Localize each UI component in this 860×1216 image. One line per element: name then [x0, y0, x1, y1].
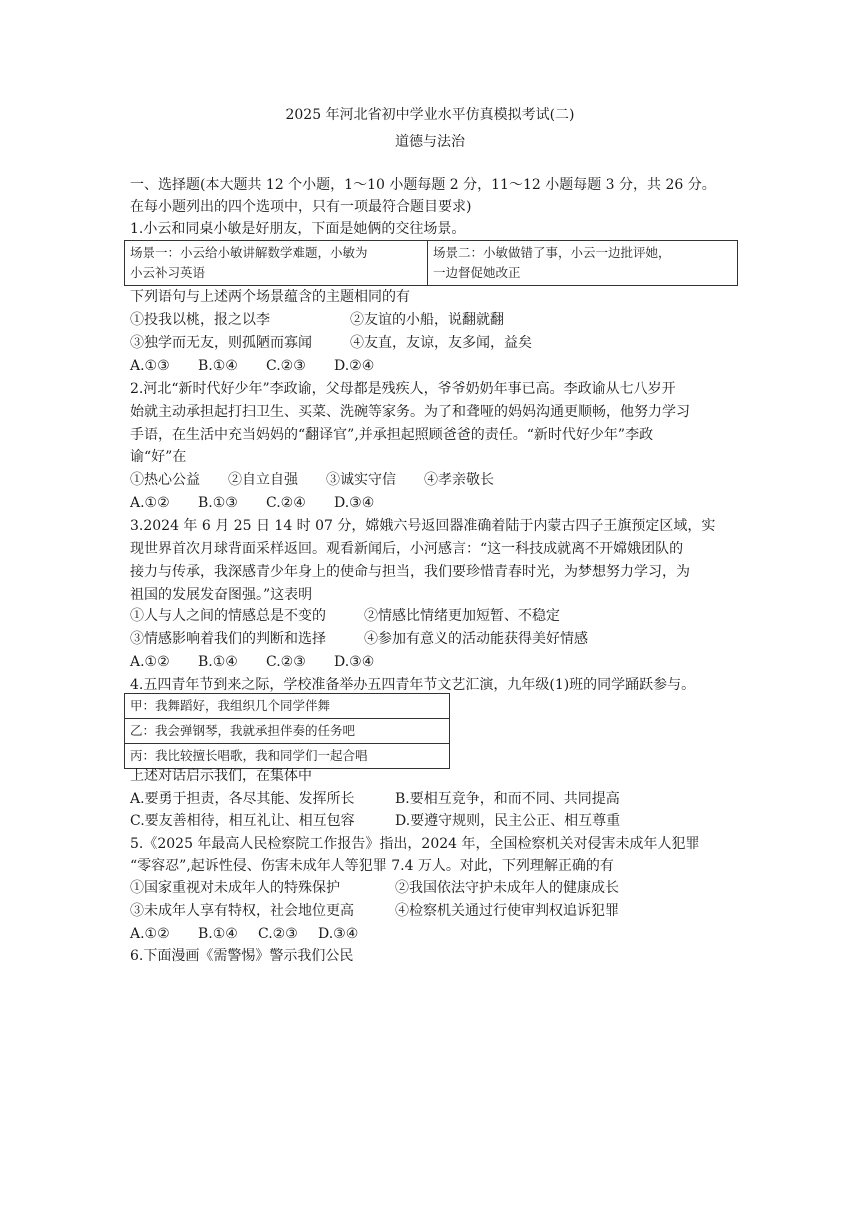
q1-scene1-line1: 场景一：小云给小敏讲解数学难题，小敏为 — [130, 245, 368, 260]
q1-prompt: 下列语句与上述两个场景蕴含的主题相同的有 — [130, 289, 410, 305]
q4-dialogue-3: 丙：我比较擅长唱歌，我和同学们一起合唱 — [125, 744, 450, 769]
q5-option-c: C.②③ — [258, 926, 298, 942]
q6-stem: 6.下面漫画《需警惕》警示我们公民 — [130, 948, 354, 964]
q5-statement-3: ③未成年人享有特权，社会地位更高 — [130, 903, 354, 919]
q4-dialogue-table — [124, 693, 450, 769]
q3-statement-3: ③情感影响着我们的判断和选择 — [130, 631, 326, 647]
q1-stem: 1.小云和同桌小敏是好朋友，下面是她俩的交往场景。 — [130, 221, 466, 237]
q5-line1: 5.《2025 年最高人民检察院工作报告》指出，2024 年，全国检察机关对侵害未成年人犯罪 — [130, 836, 700, 852]
section-instruction-line2: 在每小题列出的四个选项中，只有一项最符合题目要求) — [130, 199, 472, 215]
q4-stem: 4.五四青年节到来之际，学校准备举办五四青年节文艺汇演，九年级(1)班的同学踊跃参与。 — [130, 677, 696, 693]
q5-statement-1: ①国家重视对未成年人的特殊保护 — [130, 880, 340, 896]
q3-line2: 现世界首次月球背面采样返回。观看新闻后，小河感言：“这一科技成就离不开嫦娥团队的 — [130, 541, 684, 557]
section-instruction-line1: 一、选择题(本大题共 12 个小题，1～10 小题每题 2 分，11～12 小题每题 3 分，共 26 分。 — [130, 177, 716, 193]
q1-scene1-line2: 小云补习英语 — [130, 265, 206, 280]
q5-statement-4: ④检察机关通过行使审判权追诉犯罪 — [395, 903, 619, 919]
q2-line2: 始就主动承担起打扫卫生、买菜、洗碗等家务。为了和聋哑的妈妈沟通更顺畅，他努力学习 — [130, 404, 690, 420]
q4-option-c: C.要友善相待，相互礼让、相互包容 — [130, 813, 355, 829]
q5-statement-2: ②我国依法守护未成年人的健康成长 — [395, 880, 619, 896]
q4-option-a: A.要勇于担责，各尽其能、发挥所长 — [130, 791, 355, 807]
q1-scene-table — [124, 240, 738, 286]
q1-scene2-cell — [428, 241, 738, 286]
q5-option-b: B.①④ — [198, 926, 238, 942]
q1-scene2-line2: 一边督促她改正 — [433, 265, 521, 280]
q3-line1: 3.2024 年 6 月 25 日 14 时 07 分，嫦娥六号返回器准确着陆于内蒙古四子王旗预定区域，实 — [130, 518, 716, 534]
q2-option-b: B.①③ — [198, 495, 238, 511]
q2-line3: 手语，在生活中充当妈妈的“翻译官”,并承担起照顾爸爸的责任。“新时代好少年”李政 — [130, 427, 654, 443]
q3-line3: 接力与传承，我深感青少年身上的使命与担当，我们要珍惜青春时光，为梦想努力学习，为 — [130, 564, 690, 580]
q1-option-a: A.①③ — [130, 358, 170, 374]
q5-line2: “零容忍”,起诉性侵、伤害未成年人等犯罪 7.4 万人。对此，下列理解正确的有 — [130, 858, 614, 874]
q3-option-d: D.③④ — [334, 654, 375, 670]
q2-statement-4: ④孝亲敬长 — [424, 472, 494, 488]
q2-statement-2: ②自立自强 — [228, 472, 298, 488]
q1-option-d: D.②④ — [334, 358, 375, 374]
q4-option-d: D.要遵守规则，民主公正、相互尊重 — [395, 813, 621, 829]
q3-statement-1: ①人与人之间的情感总是不变的 — [130, 608, 326, 624]
q1-statement-3: ③独学而无友，则孤陋而寡闻 — [130, 335, 312, 351]
q2-option-c: C.②④ — [266, 495, 306, 511]
q1-option-b: B.①④ — [198, 358, 238, 374]
q3-option-c: C.②③ — [266, 654, 306, 670]
q1-statement-2: ②友谊的小船，说翻就翻 — [350, 312, 504, 328]
q4-dialogue-2: 乙：我会弹钢琴，我就承担伴奏的任务吧 — [125, 719, 450, 744]
q1-statement-4: ④友直，友谅，友多闻，益矣 — [350, 335, 532, 351]
q1-scene2-line1: 场景二：小敏做错了事，小云一边批评她， — [433, 245, 671, 260]
q3-statement-4: ④参加有意义的活动能获得美好情感 — [364, 631, 588, 647]
q3-statement-2: ②情感比情绪更加短暂、不稳定 — [364, 608, 560, 624]
q1-option-c: C.②③ — [266, 358, 306, 374]
q4-option-b: B.要相互竞争，和而不同、共同提高 — [395, 791, 620, 807]
q4-prompt: 上述对话启示我们，在集体中 — [130, 768, 312, 784]
q2-statement-1: ①热心公益 — [130, 472, 200, 488]
exam-title: 2025 年河北省初中学业水平仿真模拟考试(二) — [285, 107, 575, 123]
q1-scene1-cell — [125, 241, 428, 286]
q4-dialogue-1: 甲：我舞蹈好，我组织几个同学伴舞 — [125, 694, 450, 719]
q5-option-a: A.①② — [130, 926, 170, 942]
q3-option-b: B.①④ — [198, 654, 238, 670]
q5-option-d: D.③④ — [318, 926, 359, 942]
q2-line1: 2.河北“新时代好少年”李政谕，父母都是残疾人，爷爷奶奶年事已高。李政谕从七八岁开 — [130, 381, 676, 397]
exam-subject: 道德与法治 — [395, 134, 465, 150]
q3-line4: 祖国的发展发奋图强。”这表明 — [130, 587, 313, 603]
q2-option-a: A.①② — [130, 495, 170, 511]
q1-statement-1: ①投我以桃，报之以李 — [130, 312, 270, 328]
q2-line4: 谕“好”在 — [130, 449, 187, 465]
q3-option-a: A.①② — [130, 654, 170, 670]
q2-statement-3: ③诚实守信 — [326, 472, 396, 488]
q2-option-d: D.③④ — [334, 495, 375, 511]
